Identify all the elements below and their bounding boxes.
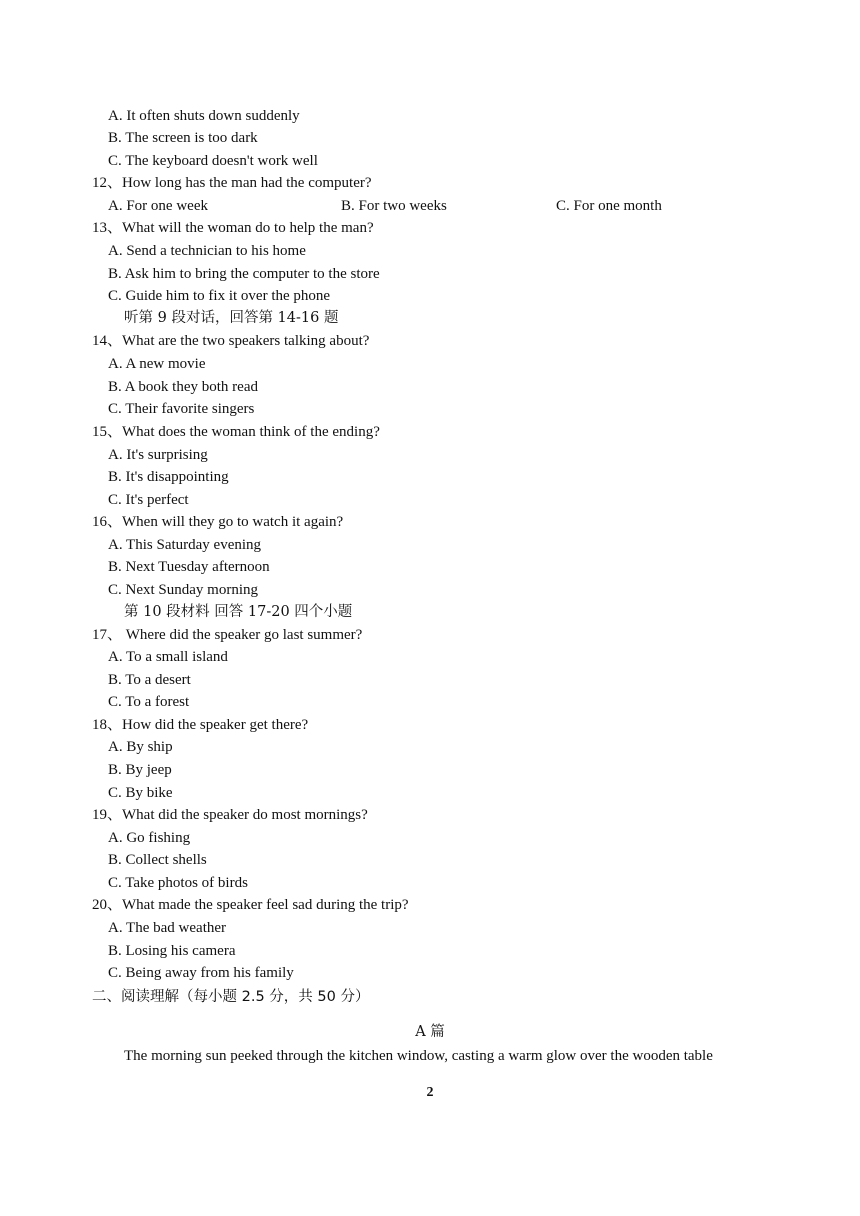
q14-option-b: B. A book they both read <box>108 379 258 395</box>
q11-option-c: C. The keyboard doesn't work well <box>108 153 318 169</box>
q19-option-c: C. Take photos of birds <box>108 875 248 891</box>
q13-stem: 13、What will the woman do to help the man? <box>92 220 374 236</box>
q16-option-a: A. This Saturday evening <box>108 537 262 553</box>
q15-option-a: A. It's surprising <box>108 447 208 463</box>
q15-stem: 15、What does the woman think of the ending? <box>92 424 380 440</box>
q19-option-a: A. Go fishing <box>108 830 191 846</box>
q16-option-c: C. Next Sunday morning <box>108 582 258 598</box>
q17-option-a: A. To a small island <box>108 649 228 665</box>
q18-option-a: A. By ship <box>108 739 173 755</box>
q18-option-c: C. By bike <box>108 785 173 801</box>
q17-option-b: B. To a desert <box>108 672 191 688</box>
q17-option-c: C. To a forest <box>108 694 190 710</box>
q13-option-b: B. Ask him to bring the computer to the store <box>108 266 380 282</box>
q18-stem: 18、How did the speaker get there? <box>92 717 309 733</box>
q11-option-b: B. The screen is too dark <box>108 130 258 146</box>
q20-option-c: C. Being away from his family <box>108 965 294 981</box>
q14-stem: 14、What are the two speakers talking about? <box>92 333 370 349</box>
q17-stem: 17、 Where did the speaker go last summer? <box>92 627 363 643</box>
q12-stem: 12、How long has the man had the computer? <box>92 175 372 191</box>
q20-option-a: A. The bad weather <box>108 920 227 936</box>
q16-stem: 16、When will they go to watch it again? <box>92 514 344 530</box>
q13-option-a: A. Send a technician to his home <box>108 243 306 259</box>
q12-option-c: C. For one month <box>556 198 662 214</box>
passage-a-text: The morning sun peeked through the kitchen window, casting a warm glow over the wooden table <box>124 1048 713 1064</box>
page-number: 2 <box>426 1085 434 1100</box>
q20-option-b: B. Losing his camera <box>108 943 236 959</box>
part-2-heading: 二、阅读理解（每小题 2.5 分，共 50 分） <box>92 989 370 1005</box>
q19-option-b: B. Collect shells <box>108 852 207 868</box>
q14-option-c: C. Their favorite singers <box>108 401 255 417</box>
q13-option-c: C. Guide him to fix it over the phone <box>108 288 331 304</box>
q20-stem: 20、What made the speaker feel sad during the trip? <box>92 897 409 913</box>
q15-option-b: B. It's disappointing <box>108 469 229 485</box>
q14-option-a: A. A new movie <box>108 356 206 372</box>
q18-option-b: B. By jeep <box>108 762 172 778</box>
q16-option-b: B. Next Tuesday afternoon <box>108 559 270 575</box>
passage-a-title: A 篇 <box>415 1024 445 1040</box>
q19-stem: 19、What did the speaker do most mornings? <box>92 807 368 823</box>
section-9-instruction: 听第 9 段对话，回答第 14-16 题 <box>124 310 339 326</box>
q15-option-c: C. It's perfect <box>108 492 189 508</box>
q11-option-a: A. It often shuts down suddenly <box>108 108 300 124</box>
section-10-instruction: 第 10 段材料 回答 17-20 四个小题 <box>124 604 353 620</box>
q12-option-b: B. For two weeks <box>341 198 447 214</box>
q12-option-a: A. For one week <box>108 198 208 214</box>
